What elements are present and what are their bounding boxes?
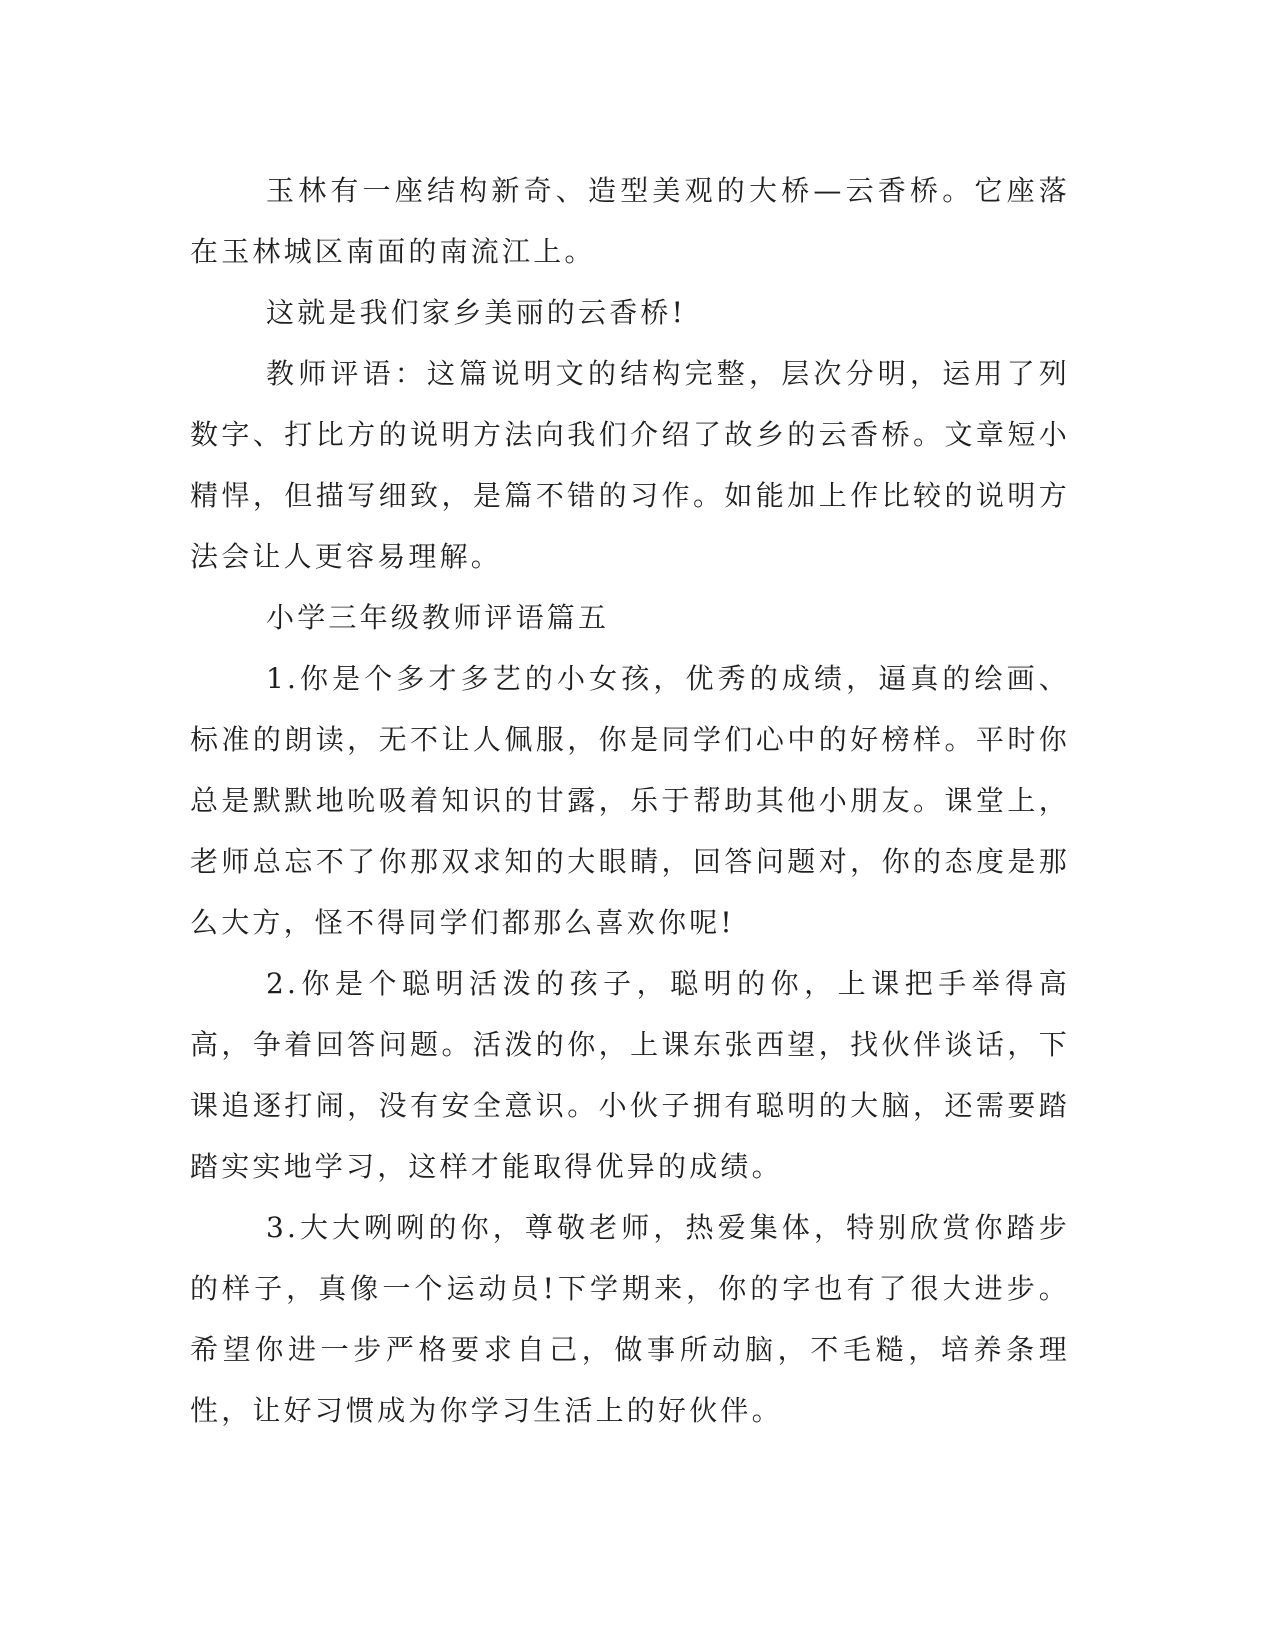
section-heading: 小学三年级教师评语篇五 bbox=[266, 601, 610, 634]
paragraph-comment-2: 2.你是个聪明活泼的孩子，聪明的你，上课把手举得高高，争着回答问题。活泼的你，上课东张西望，找伙伴谈话，下课追逐打闹，没有安全意识。小伙子拥有聪明的大脑，还需要踏踏实实地学习，这样才能取得优异的成绩。 bbox=[190, 967, 1070, 1183]
paragraph-bridge-intro: 玉林有一座结构新奇、造型美观的大桥—云香桥。它座落在玉林城区南面的南流江上。 bbox=[190, 174, 1070, 268]
paragraph-bridge-closing: 这就是我们家乡美丽的云香桥! bbox=[266, 296, 687, 329]
paragraph-comment-1: 1.你是个多才多艺的小女孩，优秀的成绩，逼真的绘画、标准的朗读，无不让人佩服，你是同学们心中的好榜样。平时你总是默默地吮吸着知识的甘露，乐于帮助其他小朋友。课堂上，老师总忘不了你那双求知的大眼睛，回答问题对，你的态度是那么大方，怪不得同学们都那么喜欢你呢! bbox=[190, 662, 1070, 939]
document-body bbox=[190, 160, 1070, 1441]
paragraph-comment-3: 3.大大咧咧的你，尊敬老师，热爱集体，特别欣赏你踏步的样子，真像一个运动员!下学期来，你的字也有了很大进步。希望你进一步严格要求自己，做事所动脑，不毛糙，培养条理性，让好习惯成为你学习生活上的好伙伴。 bbox=[190, 1211, 1070, 1427]
paragraph-teacher-comment: 教师评语：这篇说明文的结构完整，层次分明，运用了列数字、打比方的说明方法向我们介绍了故乡的云香桥。文章短小精悍，但描写细致，是篇不错的习作。如能加上作比较的说明方法会让人更容易理解。 bbox=[190, 357, 1070, 573]
